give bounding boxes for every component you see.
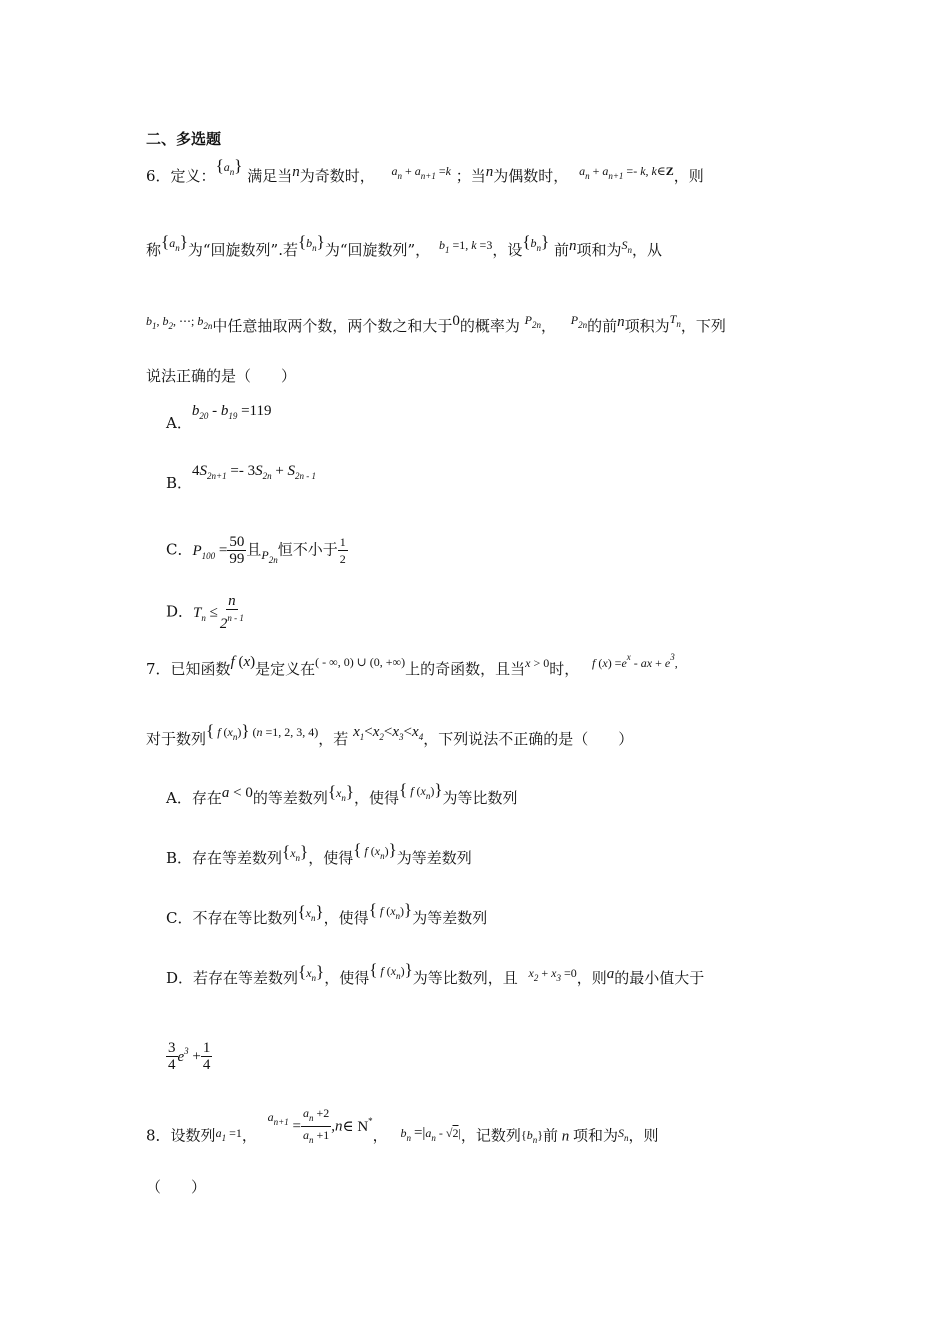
math-odd-rule: an + an+1 =k (391, 164, 451, 181)
math-an: {an} (215, 156, 243, 177)
q8-line-1: 8．设数列$^{a_1 =1}$， $^{a_{n+1}}$ = $\frac{a_n +2}{a_n +1}$ ,n∈ N*， $^{b_n =|a_n - √2|}$，记数列$\{b_n\}$前 n 项和为$^{S_n}$，则 (146, 1115, 659, 1158)
q7-option-A: A．存在a < 0的等差数列$^{\{x_n\}}$，使得$^{\{ f (x_n)\}}$为等比数列 (166, 780, 518, 807)
q6-option-C: C．$P_{100}$ = $\frac{50}{99}$ 且$_{P_{2n}}$恒不小于 $\frac{1}{2}$ (166, 534, 346, 567)
section-heading: 二、多选题 (146, 130, 222, 148)
math-even-rule: an + an+1 =- k, k∈Z (579, 164, 674, 181)
q6-option-A: A．$b_{20} - b_{19} =119$ (166, 403, 272, 432)
q6-line-4: 说法正确的是（ ） (146, 367, 297, 385)
q6-option-A-math: $b_{20} - b_{19} =119$ (191, 403, 272, 421)
q7-option-C: C．不存在等比数列$^{\{x_n\}}$，使得$^{\{ f (x_n)\}}$为等差数列 (166, 900, 488, 927)
q7-number: 7． (146, 660, 171, 678)
math-b1-k: b1 =1, k =3 (438, 238, 493, 255)
q8-recurrence: $^{a_{n+1}}$ = $\frac{a_n +2}{a_n +1}$ ,n∈ N* (267, 1106, 373, 1145)
q7-option-B: B．存在等差数列$^{\{x_n\}}$，使得$^{\{ f (x_n)\}}$为等差数列 (166, 840, 472, 867)
q6-option-B: B．$4S_{2n+1} =- 3S_{2n} + S_{2n - 1}$ (166, 463, 317, 492)
q6-number: 6． (146, 167, 171, 185)
q6-option-D: D．$T_n$ ≤ $\frac{n}{2^{n - 1}}$ (166, 593, 244, 632)
q7-option-D: D．若存在等差数列$^{\{x_n\}}$，使得$^{\{ f (x_n)\}}$为等比数列，且 $^{x_2 + x_3 =0}$，则a的最小值大于 (166, 960, 705, 987)
q6-line-1: 6．定义：$^{\{a_n\}}$ 满足当n为奇数时， $^{a_n + a_{n+1} =k}$ ；当n为偶数时， $^{a_n + a_{n+1} =- k, k\in Z}$，则 (146, 156, 704, 185)
q6-line-2: 称$^{\{a_n\}}$为“回旋数列”.若$^{\{b_n\}}$为“回旋数列”， $^{b_1 =1, k =3}$，设$^{\{b_n\}}$ 前n项和为$^{S_n}$，从 (146, 232, 663, 259)
q7-fx-definition: f (x) =ex - ax + e3, (592, 652, 678, 670)
q6-option-B-math: $4S_{2n+1} =- 3S_{2n} + S_{2n - 1}$ (192, 463, 317, 481)
q7-line-2: 对于数列$^{\{ f (x_n)\} (n =1, 2, 3, 4)}$，若 $x_1<x_2<x_3<x_4$，下列说法不正确的是（ ） (146, 721, 634, 748)
q8-number: 8． (146, 1126, 171, 1145)
q7-option-D-answer: $\frac{3}{4}$ $e^3$ + $\frac{1}{4}$ (168, 1040, 211, 1073)
q7-line-1: 7．已知函数f (x)是定义在$^{( - \infty, 0) \cup (0, +\infty)}$上的奇函数，且当$^{x > 0}$时， $^{f (x) =e^x - ax + e^3,}$ (146, 652, 678, 678)
q8-line-2: （ ） (146, 1178, 207, 1196)
q6-line-3: $^{b_1, b_2, \cdots; b_{2n}}$中任意抽取两个数，两个数之和大于0的概率为 $^{P_{2n}}$， $^{P_{2n}}$的前n项积为$^{T_n}$，下列 (146, 312, 726, 335)
